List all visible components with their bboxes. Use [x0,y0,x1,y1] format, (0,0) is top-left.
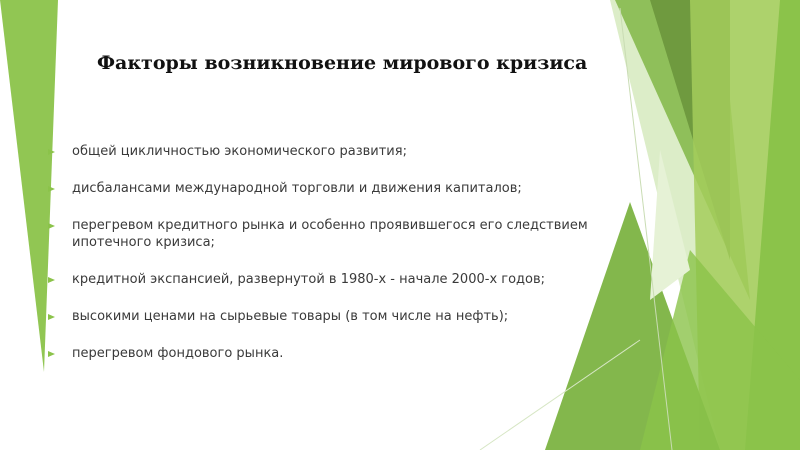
slide-title: Факторы возникновение мирового кризиса [97,52,588,74]
bullet-item: общей цикличностью экономического развития; [48,143,608,160]
bullet-item: перегревом кредитного рынка и особенно проявившегося его следствием ипотечного кризиса; [48,217,608,251]
bullet-item: высокими ценами на сырьевые товары (в том числе на нефть); [48,308,608,325]
bullet-list [48,143,608,382]
bullet-item: кредитной экспансией, развернутой в 1980-х - начале 2000-х годов; [48,271,608,288]
bullet-item: перегревом фондового рынка. [48,345,608,362]
bullet-item: дисбалансами международной торговли и движения капиталов; [48,180,608,197]
